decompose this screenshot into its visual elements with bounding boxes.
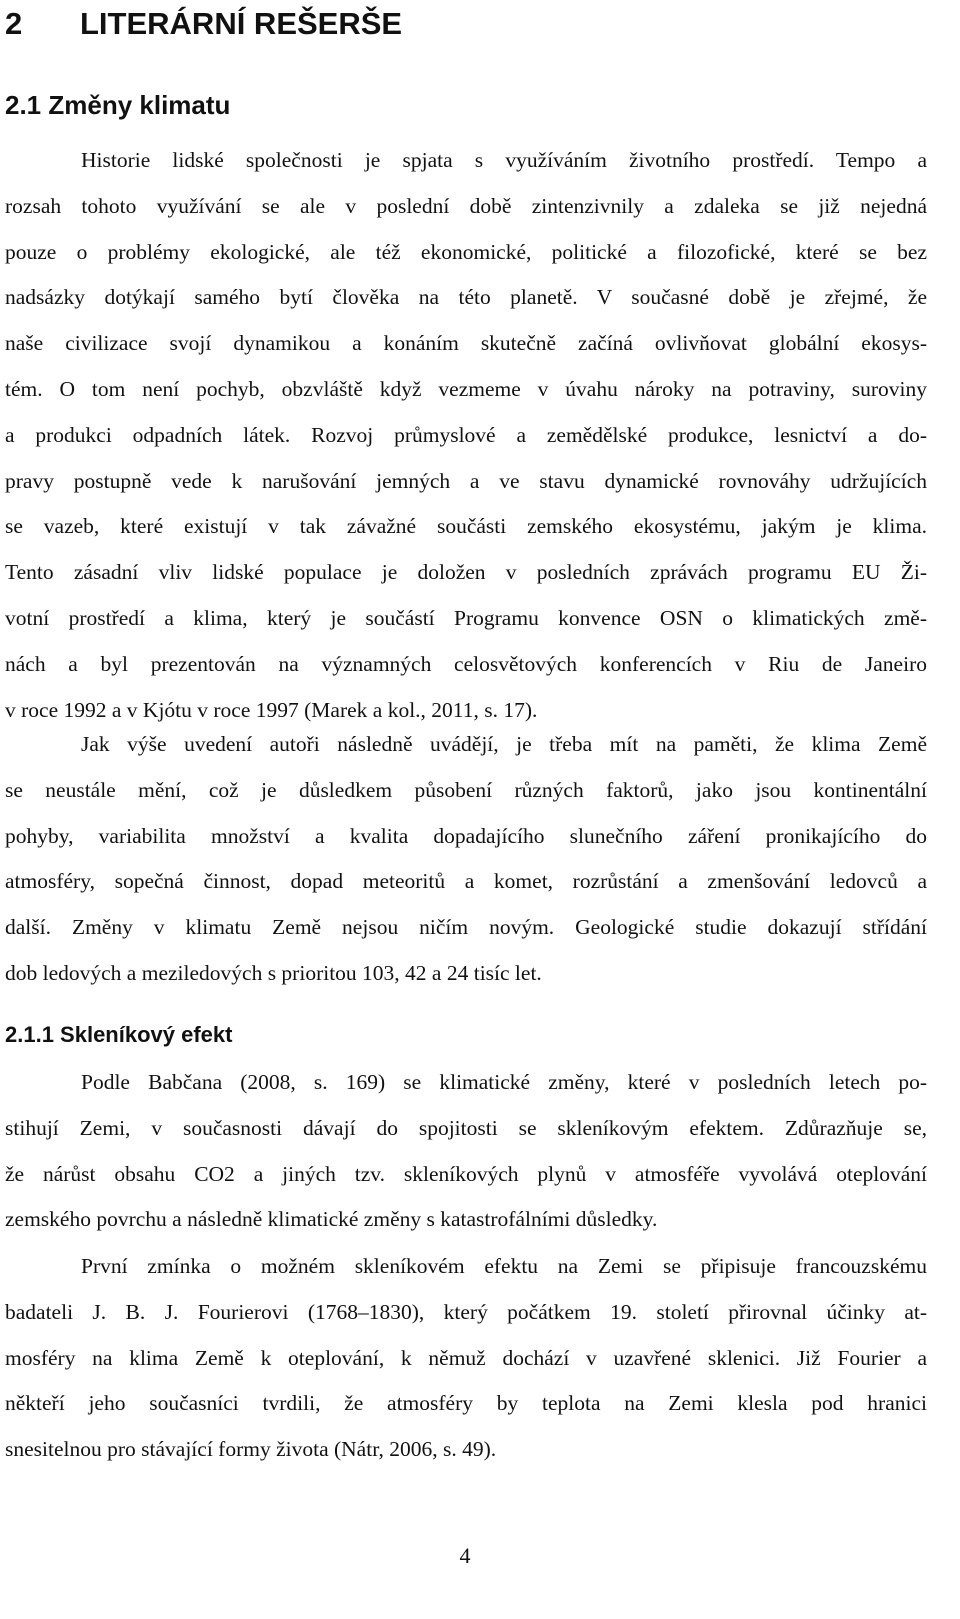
chapter-heading [5, 4, 402, 44]
text-line: atmosféry, sopečná činnost, dopad meteoritů a komet, rozrůstání a zmenšování ledovců a [5, 869, 927, 894]
text-line: nadsázky dotýkají samého bytí člověka na této planetě. V současné době je zřejmé, že [5, 285, 927, 310]
text-line: naše civilizace svojí dynamikou a konáním skutečně začíná ovlivňovat globální ekosys- [5, 331, 927, 356]
text-line: někteří jeho současníci tvrdili, že atmosféry by teplota na Zemi klesla pod hranici [5, 1391, 927, 1416]
text-line: stihují Zemi, v současnosti dávají do spojitosti se skleníkovým efektem. Zdůrazňuje se, [5, 1115, 927, 1140]
text-line: zemského povrchu a následně klimatické změny s katastrofálními důsledky. [5, 1207, 658, 1232]
text-line: pouze o problémy ekologické, ale též ekonomické, politické a filozofické, které se bez [5, 239, 927, 264]
section-heading: 2.1 Změny klimatu [5, 90, 231, 120]
text-line: První zmínka o možném skleníkovém efektu na Zemi se připisuje francouzskému [81, 1254, 927, 1278]
text-line: Jak výše uvedení autoři následně uvádějí, je třeba mít na paměti, že klima Země [81, 732, 927, 756]
paragraph [5, 1060, 927, 1243]
text-line: dob ledových a meziledových s prioritou 103, 42 a 24 tisíc let. [5, 960, 542, 985]
text-line: se neustále mění, což je důsledkem působení různých faktorů, jako jsou kontinentální [5, 777, 927, 802]
text-line: že nárůst obsahu CO2 a jiných tzv. skleníkových plynů v atmosféře vyvolává oteplování [5, 1161, 927, 1186]
text-line: Podle Babčana (2008, s. 169) se klimatické změny, které v posledních letech po- [81, 1070, 927, 1094]
text-line: další. Změny v klimatu Země nejsou ničím novým. Geologické studie dokazují střídání [5, 915, 927, 940]
text-line: se vazeb, které existují v tak závažné součásti zemského ekosystému, jakým je klima. [5, 514, 927, 539]
text-line: badateli J. B. J. Fourierovi (1768–1830), který počátkem 19. století přirovnal účinky at- [5, 1299, 927, 1324]
paragraph [5, 138, 927, 733]
text-line: rozsah tohoto využívání se ale v poslední době zintenzivnily a zdaleka se již nejedná [5, 193, 927, 218]
text-line: pravy postupně vede k narušování jemných a ve stavu dynamické rovnováhy udržujících [5, 468, 927, 493]
subsection-heading: 2.1.1 Skleníkový efekt [5, 1022, 233, 1047]
text-line: mosféry na klima Země k oteplování, k němuž dochází v uzavřené sklenici. Již Fourier a [5, 1345, 927, 1370]
text-line: Historie lidské společnosti je spjata s využíváním životního prostředí. Tempo a [81, 148, 927, 172]
text-line: a produkci odpadních látek. Rozvoj průmyslové a zemědělské produkce, lesnictví a do- [5, 422, 927, 447]
paragraph [5, 722, 927, 997]
text-line: nách a byl prezentován na významných celosvětových konferencích v Riu de Janeiro [5, 651, 927, 676]
page-number: 4 [459, 1543, 471, 1568]
text-line: tém. O tom není pochyb, obzvláště když vezmeme v úvahu nároky na potraviny, suroviny [5, 376, 927, 401]
text-line: snesitelnou pro stávající formy života (Nátr, 2006, s. 49). [5, 1437, 497, 1462]
text-line: Tento zásadní vliv lidské populace je doložen v posledních zprávách programu EU Ži- [5, 560, 927, 585]
chapter-title: LITERÁRNÍ REŠERŠE [80, 6, 403, 41]
text-line: votní prostředí a klima, který je součástí Programu konvence OSN o klimatických změ- [5, 605, 927, 630]
paragraph [5, 1244, 927, 1473]
text-line: pohyby, variabilita množství a kvalita dopadajícího slunečního záření pronikajícího do [5, 823, 927, 848]
text-line: v roce 1992 a v Kjótu v roce 1997 (Marek a kol., 2011, s. 17). [5, 697, 538, 722]
chapter-number: 2 [5, 6, 23, 41]
